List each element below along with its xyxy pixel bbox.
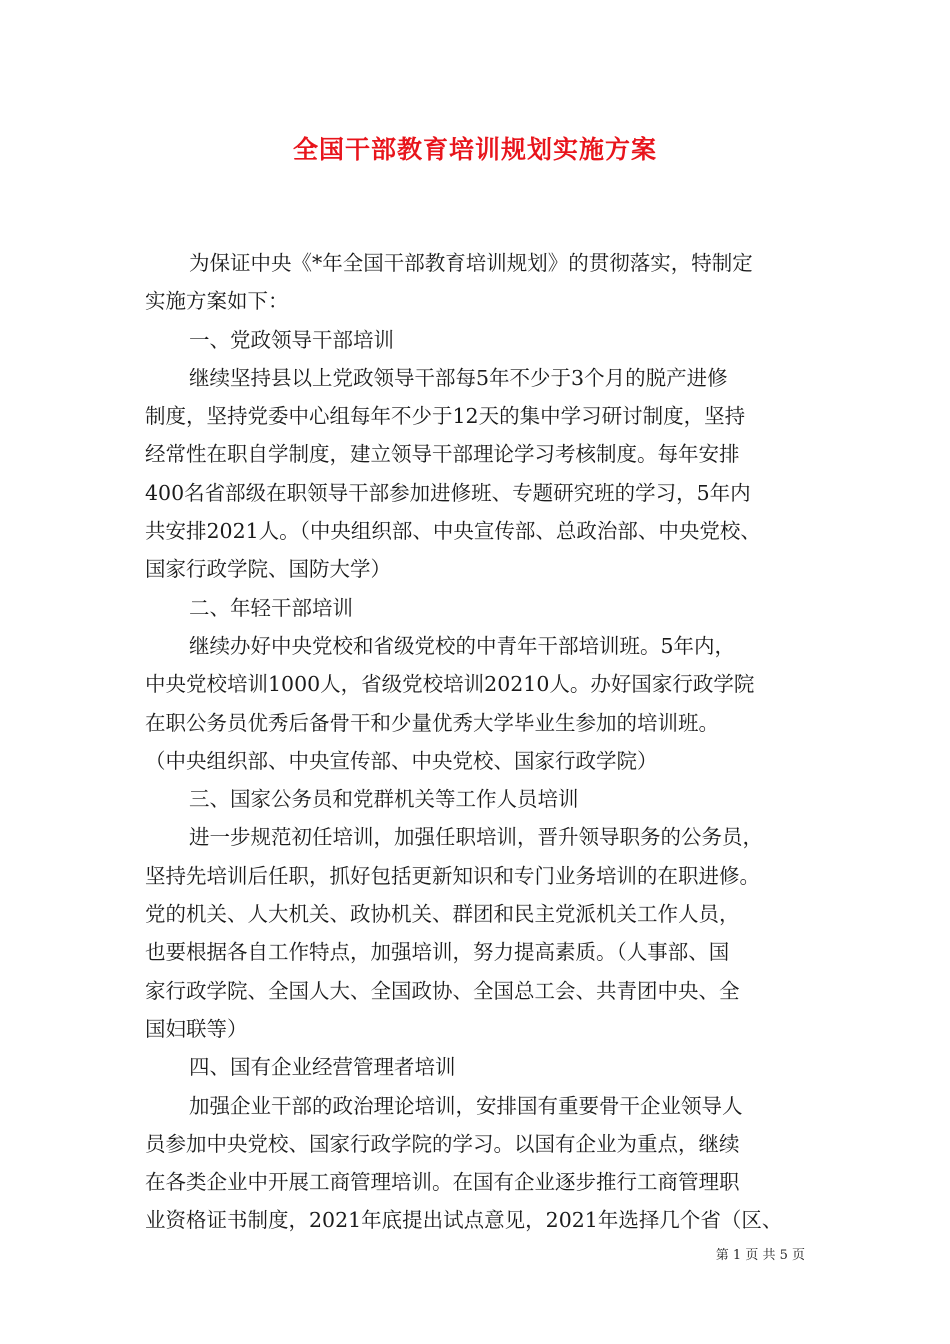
paragraph-line: 业资格证书制度，2021年底提出试点意见，2021年选择几个省（区、: [145, 1208, 783, 1233]
section-heading: 二、年轻干部培训: [189, 595, 353, 620]
paragraph-line: 在职公务员优秀后备骨干和少量优秀大学毕业生参加的培训班。: [145, 710, 719, 735]
paragraph-line: 党的机关、人大机关、政协机关、群团和民主党派机关工作人员，: [145, 902, 740, 927]
paragraph-line: 共安排2021人。（中央组织部、中央宣传部、总政治部、中央党校、: [145, 519, 761, 544]
section-heading: 三、国家公务员和党群机关等工作人员培训: [189, 787, 579, 812]
paragraph-line: 继续办好中央党校和省级党校的中青年干部培训班。5年内，: [189, 633, 736, 658]
paragraph-line: 员参加中央党校、国家行政学院的学习。以国有企业为重点，继续: [145, 1131, 740, 1156]
paragraph-line: 进一步规范初任培训，加强任职培训，晋升领导职务的公务员，: [189, 825, 763, 850]
paragraph-line: 继续坚持县以上党政领导干部每5年不少于3个月的脱产进修: [189, 365, 728, 390]
paragraph-line: 国家行政学院、国防大学）: [145, 557, 391, 582]
page-number-footer: 第 1 页 共 5 页: [715, 1248, 805, 1263]
paragraph-line: 实施方案如下：: [145, 289, 289, 314]
section-heading: 四、国有企业经营管理者培训: [189, 1055, 456, 1080]
paragraph-line: 家行政学院、全国人大、全国政协、全国总工会、共青团中央、全: [145, 978, 740, 1003]
paragraph-line: 400名省部级在职领导干部参加进修班、专题研究班的学习，5年内: [145, 480, 751, 505]
paragraph-line: （中央组织部、中央宣传部、中央党校、国家行政学院）: [145, 748, 658, 773]
paragraph-line: 在各类企业中开展工商管理培训。在国有企业逐步推行工商管理职: [145, 1170, 740, 1195]
paragraph-line: 制度，坚持党委中心组每年不少于12天的集中学习研讨制度，坚持: [145, 404, 746, 429]
document-title: 全国干部教育培训规划实施方案: [292, 135, 657, 164]
section-heading: 一、党政领导干部培训: [189, 327, 394, 352]
paragraph-line: 也要根据各自工作特点，加强培训，努力提高素质。（人事部、国: [145, 940, 730, 965]
paragraph-line: 坚持先培训后任职，抓好包括更新知识和专门业务培训的在职进修。: [145, 863, 760, 888]
paragraph-line: 经常性在职自学制度，建立领导干部理论学习考核制度。每年安排: [145, 442, 740, 467]
paragraph-line: 国妇联等）: [145, 1016, 248, 1041]
paragraph-line: 加强企业干部的政治理论培训，安排国有重要骨干企业领导人: [189, 1093, 743, 1118]
paragraph-line: 为保证中央《*年全国干部教育培训规划》的贯彻落实，特制定: [189, 251, 753, 275]
document-body: [145, 244, 810, 1240]
paragraph-line: 中央党校培训1000人，省级党校培训20210人。办好国家行政学院: [145, 672, 755, 697]
